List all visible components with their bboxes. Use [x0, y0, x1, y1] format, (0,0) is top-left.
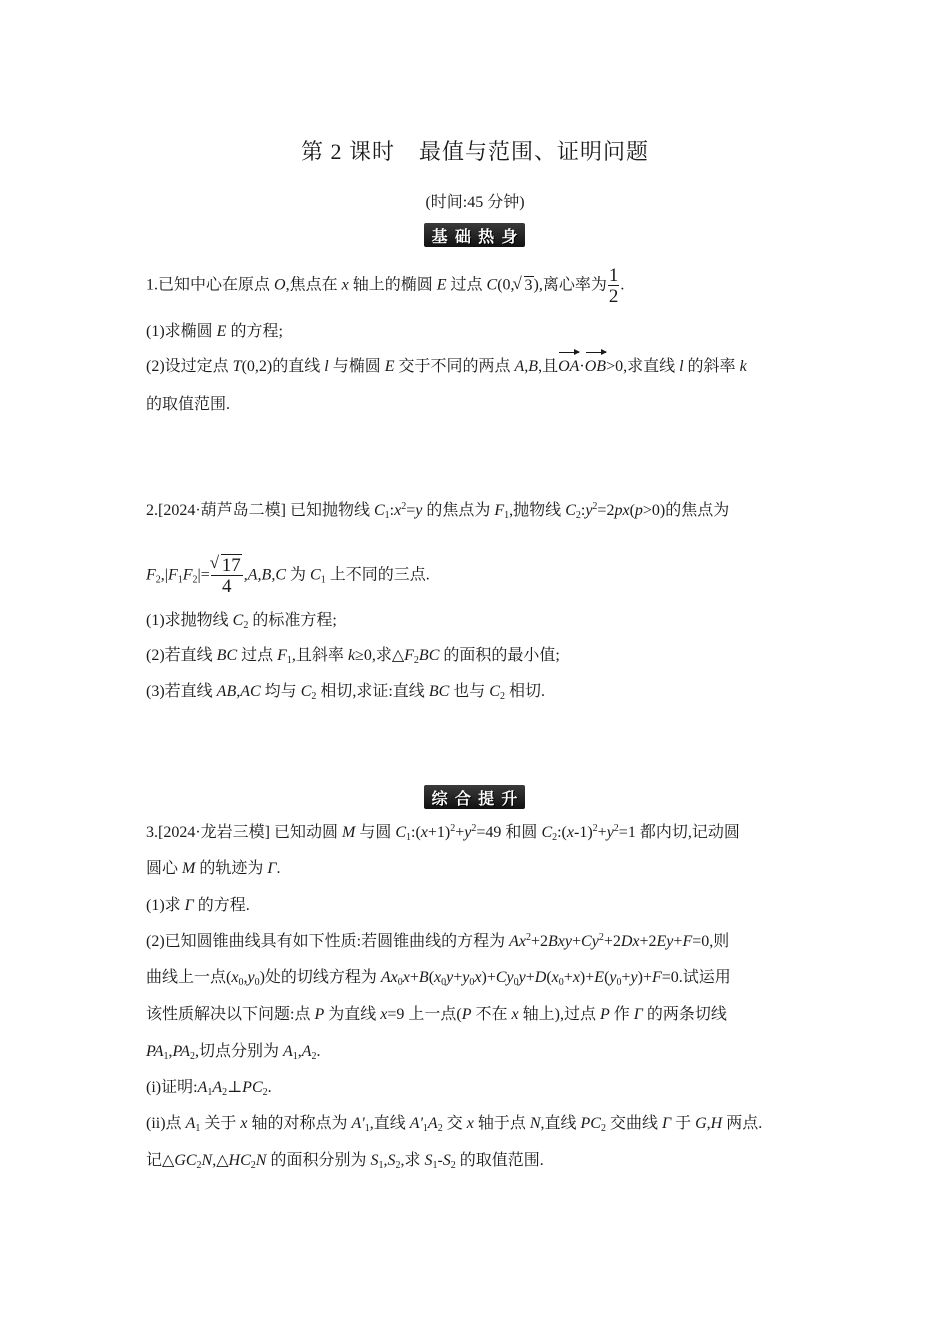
text: C [300, 683, 312, 700]
text: A' [351, 1115, 365, 1132]
text: ,切点分别为 [194, 1043, 283, 1060]
text: >0,求直线 [606, 358, 680, 375]
text: 的方程. [193, 897, 250, 914]
q3-stem: 3.[2024·龙岩三模] 已知动圆 M 与圆 $C_1:(x+1)^2+y^2=49$ 和圆 $C_2:(x-1)^2+y^2=1$ 都内切,记动圆 [146, 823, 740, 843]
text: +2 [603, 933, 621, 950]
text: Ax [509, 933, 526, 950]
text: 于 [671, 1115, 696, 1132]
text: =1 都内切,记动圆 [618, 824, 740, 841]
text: y [247, 969, 255, 986]
text: 2.[2024·葫芦岛二模] 已知抛物线 [146, 502, 374, 519]
q3-part2-cont1: 曲线上一点$(x_0,y_0)$处的切线方程为 $Ax_0x+B(x_0y+y_0x)+Cy_0y+D(x_0+x)+E(y_0+y)+F=0$.试运用 [146, 969, 731, 988]
text: N [255, 1152, 267, 1169]
q1-part2 [146, 355, 826, 379]
text: P [314, 1006, 325, 1023]
text: . [276, 860, 281, 877]
text: A [185, 1115, 196, 1132]
text: 的两条切线 [642, 1006, 727, 1023]
text: F [682, 933, 693, 950]
text: x [231, 969, 239, 986]
text: BC [216, 647, 238, 664]
text: x [551, 969, 559, 986]
text: (3)若直线 [146, 683, 217, 700]
text: k [739, 358, 747, 375]
text: =2 [597, 502, 615, 519]
text: HC [228, 1152, 251, 1169]
text: y [464, 824, 472, 841]
fraction [211, 556, 243, 596]
banner-char: 基 [431, 226, 448, 246]
text: C [310, 566, 321, 584]
text: x [240, 1115, 248, 1132]
banner-char: 身 [501, 226, 518, 246]
text: . [267, 1079, 272, 1096]
text: + [453, 969, 463, 986]
text: 3.[2024·龙岩三模] 已知动圆 [146, 824, 342, 841]
text: = [406, 502, 416, 519]
text: 上不同的三点. [325, 566, 430, 584]
text: Bxy [548, 933, 572, 950]
text: P [461, 1006, 472, 1023]
text: )+ [481, 969, 496, 986]
text: 作 [609, 1006, 634, 1023]
sqrt [212, 556, 242, 575]
text: 为 [286, 566, 311, 584]
text: A,B [514, 358, 539, 375]
text: , [706, 1115, 711, 1132]
text: . [316, 1043, 321, 1060]
text: F [652, 969, 662, 986]
text: y [518, 969, 526, 986]
text: F [146, 566, 156, 584]
text: BC [428, 683, 450, 700]
q1-part2-cont [146, 393, 826, 417]
text: GC [174, 1152, 197, 1169]
text: ≥0,求△ [355, 647, 405, 664]
denominator: 2 [608, 286, 619, 307]
text: =0.试运用 [661, 969, 731, 986]
text: A,B,C [247, 566, 286, 584]
text: - [437, 1152, 443, 1169]
text: E [384, 358, 395, 375]
text: )+ [637, 969, 652, 986]
text: T [232, 358, 242, 375]
text: Γ [267, 860, 277, 877]
text: (1)求 [146, 897, 185, 914]
text: 交于不同的两点 [394, 358, 515, 375]
text: ,| [160, 566, 168, 584]
text: 的标准方程; [248, 612, 337, 629]
text: (1)求抛物线 [146, 612, 233, 629]
text: 不在 [471, 1006, 512, 1023]
text: E [216, 323, 227, 340]
q2-part1: (1)求抛物线 $C_2$ 的标准方程; [146, 612, 337, 631]
vector-oa: OA [558, 355, 579, 379]
text: 的取值范围. [455, 1152, 544, 1169]
text: 的面积的最小值; [439, 647, 560, 664]
text: 的面积分别为 [266, 1152, 371, 1169]
banner-char: 合 [454, 788, 471, 808]
text: 过点 [446, 276, 487, 294]
fraction [608, 266, 620, 306]
q3-part2-ii-cont: 记$\triangle GC_2N,\triangle HC_2N$ 的面积分别为 $S_1,S_2$,求 $S_1-S_2$ 的取值范围. [146, 1152, 544, 1171]
text: + [525, 969, 535, 986]
numerator: 1 [608, 265, 619, 286]
text: PC [580, 1115, 601, 1132]
time-limit: (时间:45 分钟) [425, 194, 525, 211]
text: , [243, 566, 248, 584]
text: =0,则 [692, 933, 730, 950]
q3-part1 [146, 894, 826, 918]
lesson-topic: 最值与范围、证明问题 [419, 139, 650, 164]
text: 的斜率 [683, 358, 740, 375]
text: 与圆 [355, 824, 396, 841]
text: x [474, 969, 482, 986]
text: (i)证明: [146, 1079, 198, 1096]
text: S [424, 1152, 433, 1169]
text: C [374, 502, 385, 519]
text: (2)若直线 [146, 647, 217, 664]
text: ,直线 [369, 1115, 410, 1132]
text: , [243, 969, 248, 986]
text: 过点 [237, 647, 278, 664]
text: + [572, 933, 582, 950]
banner-char: 础 [454, 226, 471, 246]
text: k [347, 647, 356, 664]
text: C [541, 824, 553, 841]
text: 的取值范围. [146, 396, 231, 413]
text: S [370, 1152, 379, 1169]
text: C [565, 502, 576, 519]
text: PA [172, 1043, 190, 1060]
text: y [446, 969, 454, 986]
section-banner-advanced [424, 785, 525, 809]
banner-char: 提 [478, 788, 495, 808]
text: ( [546, 969, 552, 986]
text: px [614, 502, 630, 519]
text: ,△ [212, 1152, 229, 1169]
text: + [563, 969, 573, 986]
vector-ob: OB [585, 355, 606, 379]
text: ( [604, 969, 610, 986]
text: PA [146, 1043, 164, 1060]
text: F [182, 566, 193, 584]
text: A [282, 1043, 293, 1060]
text: . [620, 276, 625, 294]
text: C [232, 612, 244, 629]
text: 两点. [722, 1115, 763, 1132]
text: x [466, 1115, 474, 1132]
text: 交曲线 [605, 1115, 662, 1132]
text: (2)设过定点 [146, 358, 233, 375]
text: F [494, 502, 505, 519]
text: E [436, 276, 447, 294]
text: · [579, 358, 585, 375]
text: , [297, 1043, 302, 1060]
text: M [342, 824, 356, 841]
text: ,且斜率 [291, 647, 348, 664]
text: : [389, 502, 395, 519]
text: :( [557, 824, 567, 841]
text: )处的切线方程为 [259, 969, 381, 986]
sqrt [515, 274, 534, 298]
q2-part2: (2)若直线 BC 过点 $F_1$,且斜率 k≥0,求$\triangle F_2BC$ 的面积的最小值; [146, 647, 560, 666]
text: y [415, 502, 423, 519]
q1-stem [146, 266, 826, 306]
text: =49 和圆 [476, 824, 542, 841]
text: y [462, 969, 470, 986]
q3-part2-cont3: $PA_1,PA_2$,切点分别为 $A_1,A_2$. [146, 1043, 321, 1062]
text: BC [418, 647, 440, 664]
text: 也与 [449, 683, 490, 700]
text: S [387, 1152, 396, 1169]
text: :( [411, 824, 421, 841]
text: PC [242, 1079, 263, 1096]
text: 1.已知中心在原点 [146, 276, 275, 294]
text: ),离心率为 [533, 276, 607, 294]
text: S [442, 1152, 451, 1169]
text: l [324, 358, 329, 375]
text: Γ [661, 1115, 672, 1132]
text: >0)的焦点为 [642, 502, 730, 519]
q3-part2-cont2 [146, 1003, 826, 1027]
text: x [511, 1006, 519, 1023]
text: 记△ [146, 1152, 175, 1169]
text: A [427, 1115, 438, 1132]
text: ,且 [538, 358, 559, 375]
text: (2)已知圆锥曲线具有如下性质:若圆锥曲线的方程为 [146, 933, 510, 950]
numerator [211, 556, 243, 575]
text: , [168, 1043, 173, 1060]
text: Γ [633, 1006, 643, 1023]
text: 该性质解决以下问题:点 [146, 1006, 315, 1023]
text: +2 [639, 933, 657, 950]
text: 圆心 [146, 860, 183, 877]
text: 为直线 [324, 1006, 381, 1023]
text: + [409, 969, 419, 986]
text: ,抛物线 [509, 502, 566, 519]
text: O [274, 276, 286, 294]
text: A' [409, 1115, 423, 1132]
text: ,求 [400, 1152, 425, 1169]
text: Ax [380, 969, 398, 986]
q2-stem: 2.[2024·葫芦岛二模] 已知抛物线 $C_1:x^2=y$ 的焦点为 $F_1$,抛物线 $C_2:y^2=2px(p>0)$的焦点为 [146, 501, 730, 521]
text: A [301, 1043, 312, 1060]
text: Cy [581, 933, 599, 950]
banner-char: 热 [478, 226, 495, 246]
text: F [404, 647, 414, 664]
text: ,直线 [540, 1115, 581, 1132]
text: (0, [497, 276, 515, 294]
text: Ey [656, 933, 674, 950]
text: H [710, 1115, 723, 1132]
q2-stem-cont: $F_2,|F_1F_2|=$ √ $\frac{17}{4}$ ,A,B,C 为 $C_1$ 上不同的三点. [146, 556, 826, 596]
text: N [201, 1152, 213, 1169]
text: 曲线上一点( [146, 969, 232, 986]
text: y [585, 502, 593, 519]
text: B [418, 969, 429, 986]
text: G [695, 1115, 707, 1132]
text: x [394, 502, 402, 519]
text: + [455, 824, 465, 841]
text: 相切. [504, 683, 545, 700]
text: y [609, 969, 617, 986]
lesson-number: 第 2 课时 [300, 139, 395, 164]
q2-part3: (3)若直线 AB,AC 均与 $C_2$ 相切,求证:直线 BC 也与 $C_2$ 相切. [146, 683, 545, 702]
text: 的焦点为 [422, 502, 495, 519]
text: D [534, 969, 547, 986]
section-banner-basic [424, 223, 525, 247]
text: x [341, 276, 349, 294]
text: 与椭圆 [328, 358, 385, 375]
text: Dx [620, 933, 640, 950]
text: ( [428, 969, 435, 986]
text: N [529, 1115, 541, 1132]
text: , [383, 1152, 388, 1169]
text: 相切,求证:直线 [316, 683, 429, 700]
q1-part1 [146, 320, 826, 344]
text: (1)求椭圆 [146, 323, 217, 340]
text: ,焦点在 [285, 276, 342, 294]
text: x [572, 969, 580, 986]
text: x [566, 824, 574, 841]
text: -1) [574, 824, 593, 841]
text: ⊥ [227, 1079, 243, 1096]
text: A [197, 1079, 208, 1096]
denominator: 4 [211, 575, 243, 596]
text: x [380, 1006, 388, 1023]
text: ( [629, 502, 635, 519]
text: C [489, 683, 500, 700]
radicand: 3 [524, 276, 533, 294]
q3-part2-ii: (ii)点 $A_1$ 关于 x 轴的对称点为 $A'_1$,直线 $A'_1A_2$ 交 x 轴于点 N,直线 $PC_2$ 交曲线 Γ 于 G,H 两点. [146, 1115, 763, 1134]
text: F [277, 647, 287, 664]
text: A [212, 1079, 223, 1096]
text: 轴于点 [473, 1115, 530, 1132]
text: x [402, 969, 410, 986]
q3-part2: (2)已知圆锥曲线具有如下性质:若圆锥曲线的方程为 $Ax^2+2Bxy+Cy^2+2Dx+2Ey+F=0$,则 [146, 932, 730, 950]
text: 的轨迹为 [195, 860, 268, 877]
page-title [0, 135, 950, 166]
text: Γ [184, 897, 194, 914]
text: 轴上),过点 [518, 1006, 600, 1023]
text: P [599, 1006, 610, 1023]
text: 均与 [260, 683, 301, 700]
banner-char: 综 [431, 788, 448, 808]
text: y [606, 824, 614, 841]
text: E [594, 969, 605, 986]
text: AB,AC [216, 683, 261, 700]
text: =9 上一点( [387, 1006, 462, 1023]
text: (0,2)的直线 [241, 358, 325, 375]
q3-stem-cont [146, 857, 826, 881]
text: C [395, 824, 407, 841]
banner-char: 升 [501, 788, 518, 808]
text: |= [197, 566, 210, 584]
text: + [621, 969, 631, 986]
text: 轴的对称点为 [247, 1115, 352, 1132]
text: l [679, 358, 684, 375]
text: +1) [427, 824, 451, 841]
text: C [486, 276, 498, 294]
text: 轴上的椭圆 [348, 276, 437, 294]
radicand: 17 [221, 555, 241, 576]
text: + [673, 933, 683, 950]
text: M [182, 860, 196, 877]
text: F [167, 566, 178, 584]
text: : [580, 502, 586, 519]
text: x [420, 824, 428, 841]
q3-part2-i: (i)证明$:A_1A_2\perp PC_2$. [146, 1079, 272, 1098]
text: y [630, 969, 638, 986]
text: + [597, 824, 607, 841]
text: p [634, 502, 643, 519]
text: )+ [579, 969, 595, 986]
text: Cy [495, 969, 514, 986]
text: 的方程; [226, 323, 283, 340]
text: +2 [530, 933, 549, 950]
text: (ii)点 [146, 1115, 186, 1132]
text: 交 [442, 1115, 467, 1132]
text: 关于 [200, 1115, 241, 1132]
text: x [434, 969, 442, 986]
